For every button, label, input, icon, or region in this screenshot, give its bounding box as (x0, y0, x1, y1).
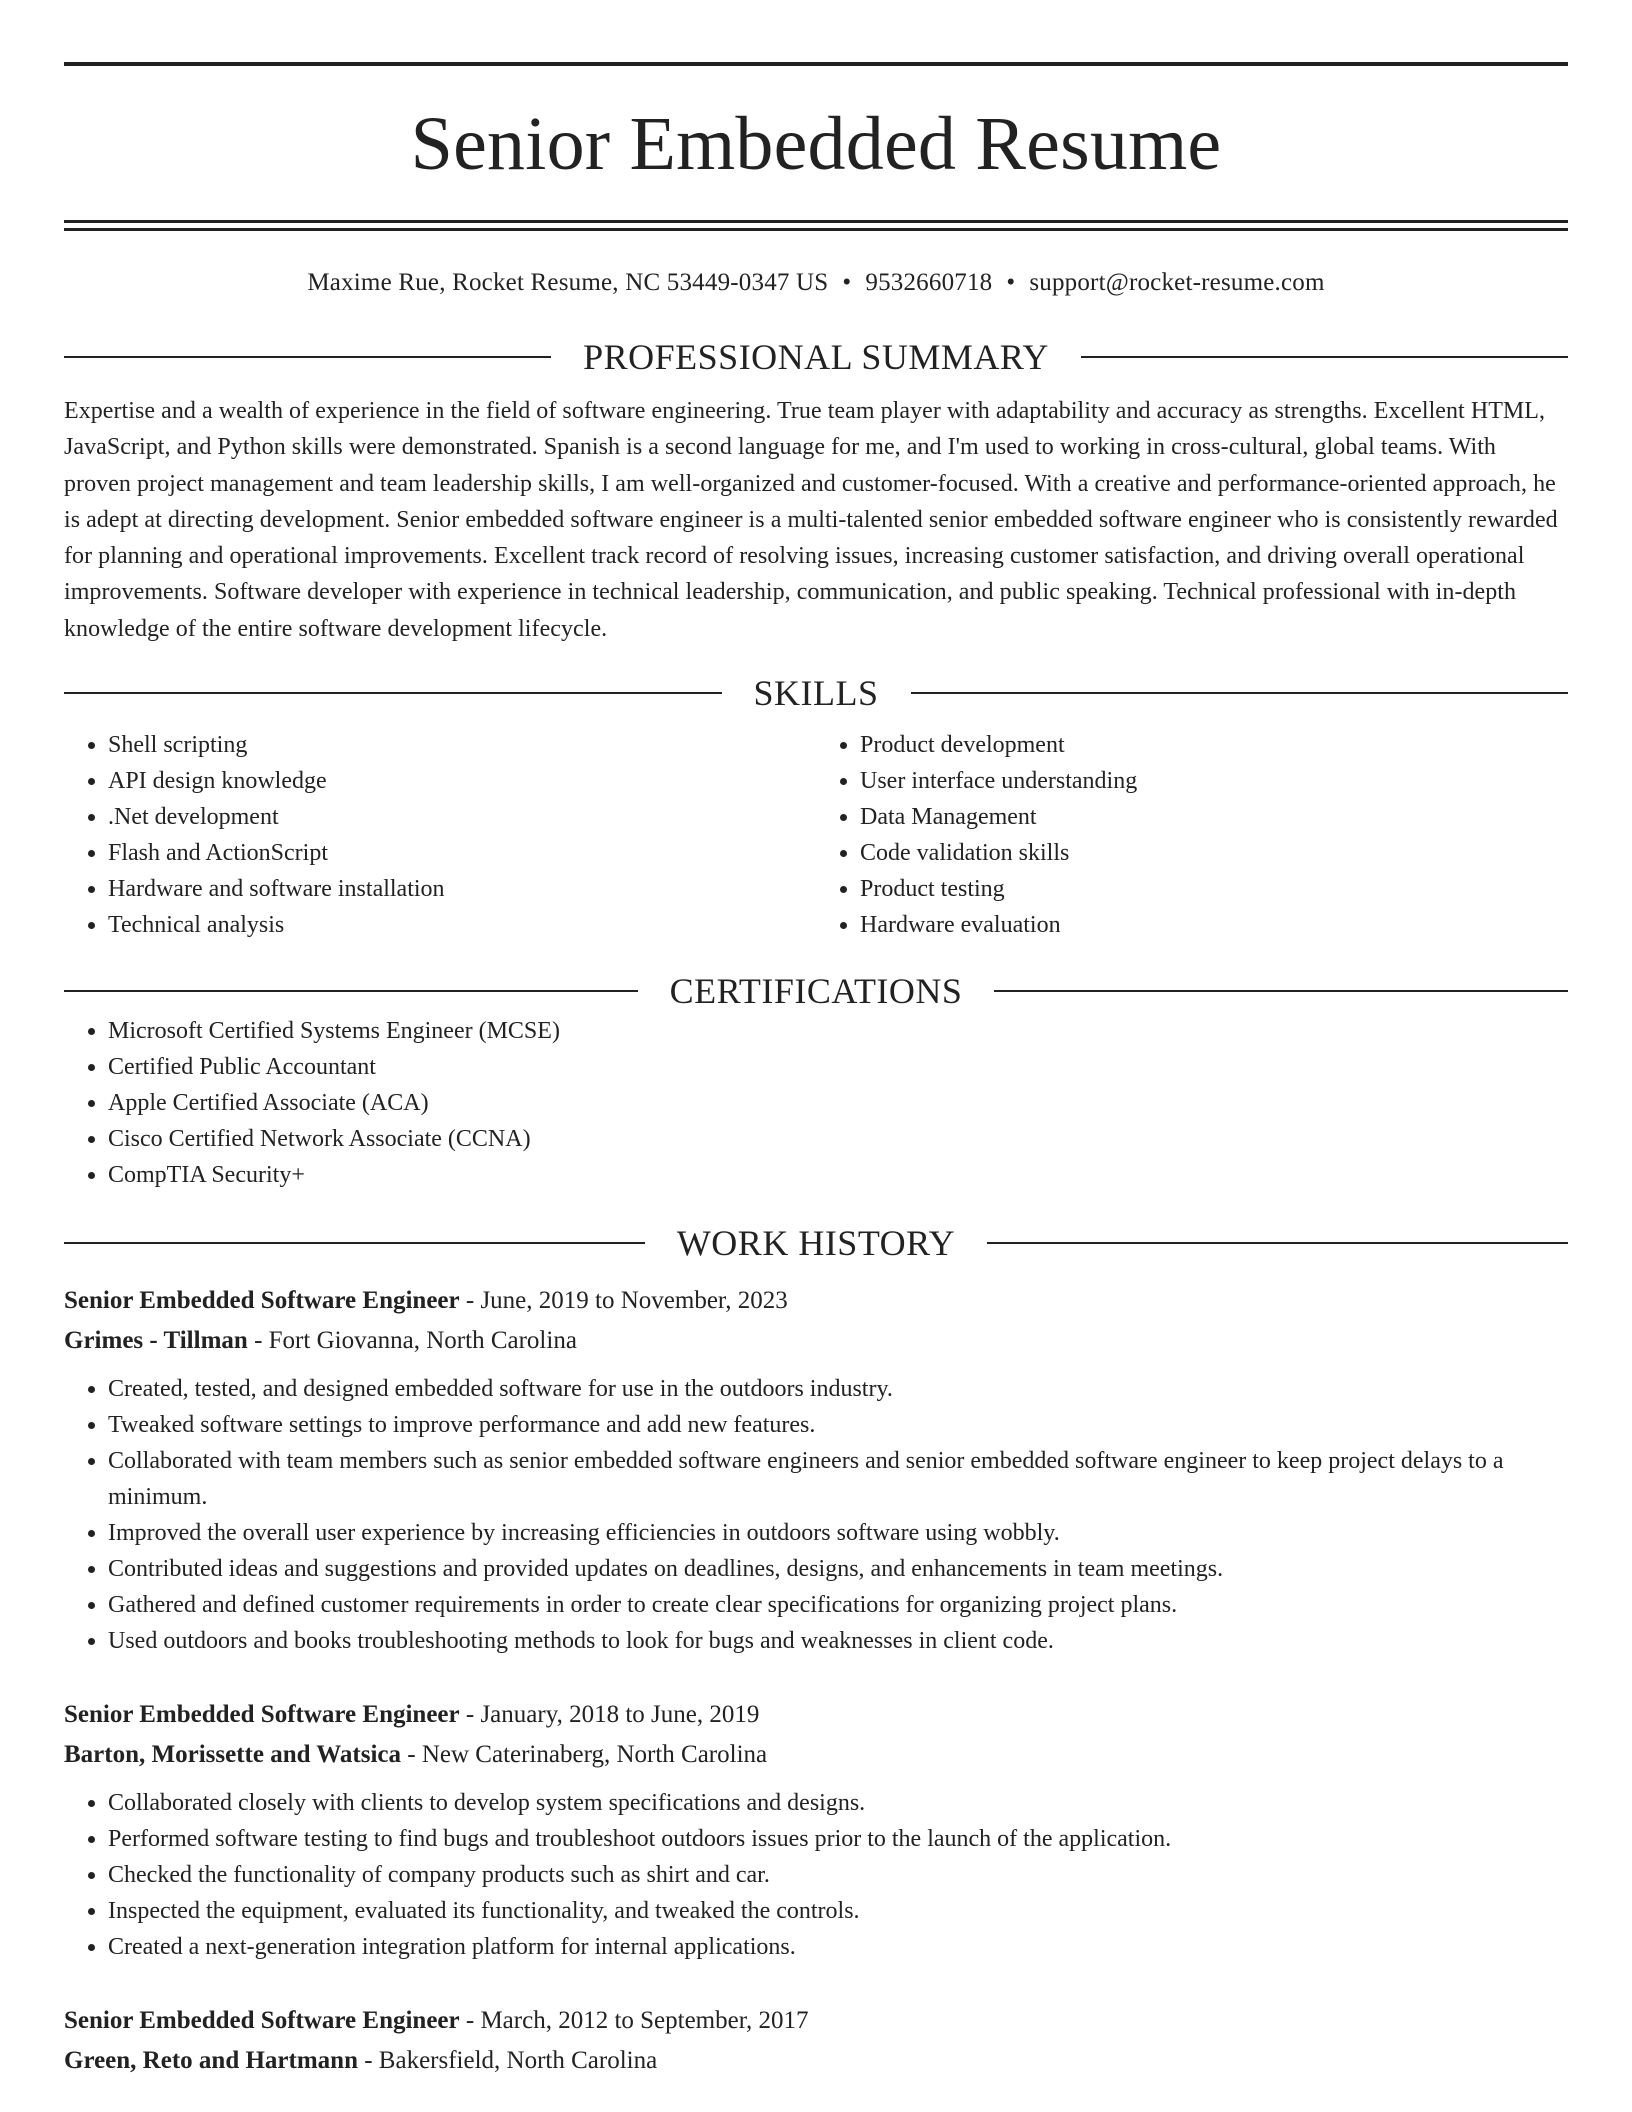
job-location: - Bakersfield, North Carolina (357, 2047, 658, 2075)
job-bullet: • Collaborated with team members such as senior embedded software engineers and senior embedded software engineer to keep project delays to a minimum. (108, 1443, 1568, 1515)
job-company-line (64, 1735, 1568, 1775)
skill-item: • Hardware and software installation (108, 871, 816, 907)
heading-rule-left (64, 692, 722, 694)
heading-rule-right (1081, 356, 1568, 358)
certification-item: • Microsoft Certified Systems Engineer (MCSE) (108, 1013, 1568, 1049)
skills-list-left (64, 727, 816, 943)
job-bullet: • Tweaked software settings to improve performance and add new features. (108, 1407, 1568, 1443)
top-rule (64, 62, 1568, 66)
heading-rule-right (987, 1242, 1568, 1244)
contact-separator: • (842, 269, 852, 296)
job-entry (64, 1695, 1568, 1965)
skill-item: • Data Management (860, 799, 1568, 835)
skills-column-right (816, 727, 1568, 943)
certifications-heading (64, 969, 1568, 1013)
certification-item: • Apple Certified Associate (ACA) (108, 1085, 1568, 1121)
job-dates: - January, 2018 to June, 2019 (459, 1701, 760, 1729)
skills-heading (64, 671, 1568, 715)
job-company-line (64, 2041, 1568, 2081)
summary-text: Expertise and a wealth of experience in the field of software engineering. True team player with adaptability and accuracy as strengths. Excellent HTML, JavaScript, and Python skills were demonstrated. Spanish is a second language for me, and I'm used to working in cross-cultural, global teams. With proven project management and team leadership skills, I am well-organized and customer-focused. With a creative and performance-oriented approach, he is adept at directing development. Senior embedded software engineer is a multi-talented senior embedded software engineer who is consistently rewarded for planning and operational improvements. Excellent track record of resolving issues, increasing customer satisfaction, and driving overall operational improvements. Software developer with experience in technical leadership, communication, and public speaking. Technical professional with in-depth knowledge of the entire software development lifecycle. (64, 398, 1558, 642)
job-bullet: • Performed software testing to find bugs and troubleshoot outdoors issues prior to the launch of the application. (108, 1821, 1568, 1857)
job-location: - New Caterinaberg, North Carolina (401, 1741, 768, 1769)
heading-rule-right (911, 692, 1569, 694)
heading-rule-left (64, 356, 551, 358)
job-bullets (64, 1371, 1568, 1659)
skill-item: • Shell scripting (108, 727, 816, 763)
skills-heading-label: SKILLS (753, 673, 879, 714)
certification-item: • Cisco Certified Network Associate (CCNA) (108, 1121, 1568, 1157)
work-history-heading-label: WORK HISTORY (676, 1223, 956, 1264)
job-company: Green, Reto and Hartmann (64, 2047, 358, 2075)
contact-email[interactable]: support@rocket-resume.com (1029, 269, 1325, 296)
job-bullet: • Checked the functionality of company products such as shirt and car. (108, 1857, 1568, 1893)
certifications-list (64, 1013, 1568, 1193)
job-bullet: • Gathered and defined customer requirements in order to create clear specifications for organizing project plans. (108, 1587, 1568, 1623)
job-entry (64, 1281, 1568, 1659)
job-bullet: • Inspected the equipment, evaluated its functionality, and tweaked the controls. (108, 1893, 1568, 1929)
job-company-line (64, 1321, 1568, 1361)
job-dates: - March, 2012 to September, 2017 (459, 2007, 809, 2035)
certification-item: • CompTIA Security+ (108, 1157, 1568, 1193)
job-title: Senior Embedded Software Engineer (64, 1701, 460, 1729)
summary-heading-label: PROFESSIONAL SUMMARY (583, 337, 1049, 377)
skill-item: • .Net development (108, 799, 816, 835)
skill-item: • Flash and ActionScript (108, 835, 816, 871)
heading-rule-left (64, 990, 638, 992)
job-bullet: • Collaborated closely with clients to develop system specifications and designs. (108, 1785, 1568, 1821)
job-title-line (64, 1281, 1568, 1321)
certifications-heading-label: CERTIFICATIONS (669, 971, 963, 1012)
skill-item: • Product testing (860, 871, 1568, 907)
work-history-heading (64, 1221, 1568, 1265)
heading-rule-right (994, 990, 1568, 992)
job-title: Senior Embedded Software Engineer (64, 2007, 460, 2035)
job-entry (64, 2001, 1568, 2081)
job-bullet: • Contributed ideas and suggestions and provided updates on deadlines, designs, and enhancements in team meetings. (108, 1551, 1568, 1587)
contact-separator: • (1006, 269, 1016, 296)
certification-item: • Certified Public Accountant (108, 1049, 1568, 1085)
summary-heading (64, 335, 1568, 379)
skill-item: • API design knowledge (108, 763, 816, 799)
job-dates: - June, 2019 to November, 2023 (459, 1287, 788, 1315)
job-title-line (64, 1695, 1568, 1735)
skills-grid (64, 727, 1568, 943)
job-company: Grimes - Tillman (64, 1327, 248, 1355)
job-bullets (64, 1785, 1568, 1965)
skill-item: • Code validation skills (860, 835, 1568, 871)
job-bullet: • Improved the overall user experience by increasing efficiencies in outdoors software using wobbly. (108, 1515, 1568, 1551)
job-bullet: • Created a next-generation integration platform for internal applications. (108, 1929, 1568, 1965)
job-title: Senior Embedded Software Engineer (64, 1287, 460, 1315)
job-company: Barton, Morissette and Watsica (64, 1741, 402, 1769)
title-double-rule (64, 220, 1568, 231)
skills-column-left (64, 727, 816, 943)
skill-item: • Product development (860, 727, 1568, 763)
job-bullet: • Used outdoors and books troubleshooting methods to look for bugs and weaknesses in client code. (108, 1623, 1568, 1659)
skill-item: • Hardware evaluation (860, 907, 1568, 943)
job-location: - Fort Giovanna, North Carolina (247, 1327, 577, 1355)
heading-rule-left (64, 1242, 645, 1244)
resume-title: Senior Embedded Resume (410, 102, 1222, 186)
skill-item: • Technical analysis (108, 907, 816, 943)
job-bullet: • Created, tested, and designed embedded software for use in the outdoors industry. (108, 1371, 1568, 1407)
contact-address: Maxime Rue, Rocket Resume, NC 53449-0347 US (307, 269, 829, 296)
job-title-line (64, 2001, 1568, 2041)
skill-item: • User interface understanding (860, 763, 1568, 799)
contact-phone[interactable]: 9532660718 (865, 269, 993, 296)
skills-list-right (816, 727, 1568, 943)
contact-line (64, 265, 1568, 301)
